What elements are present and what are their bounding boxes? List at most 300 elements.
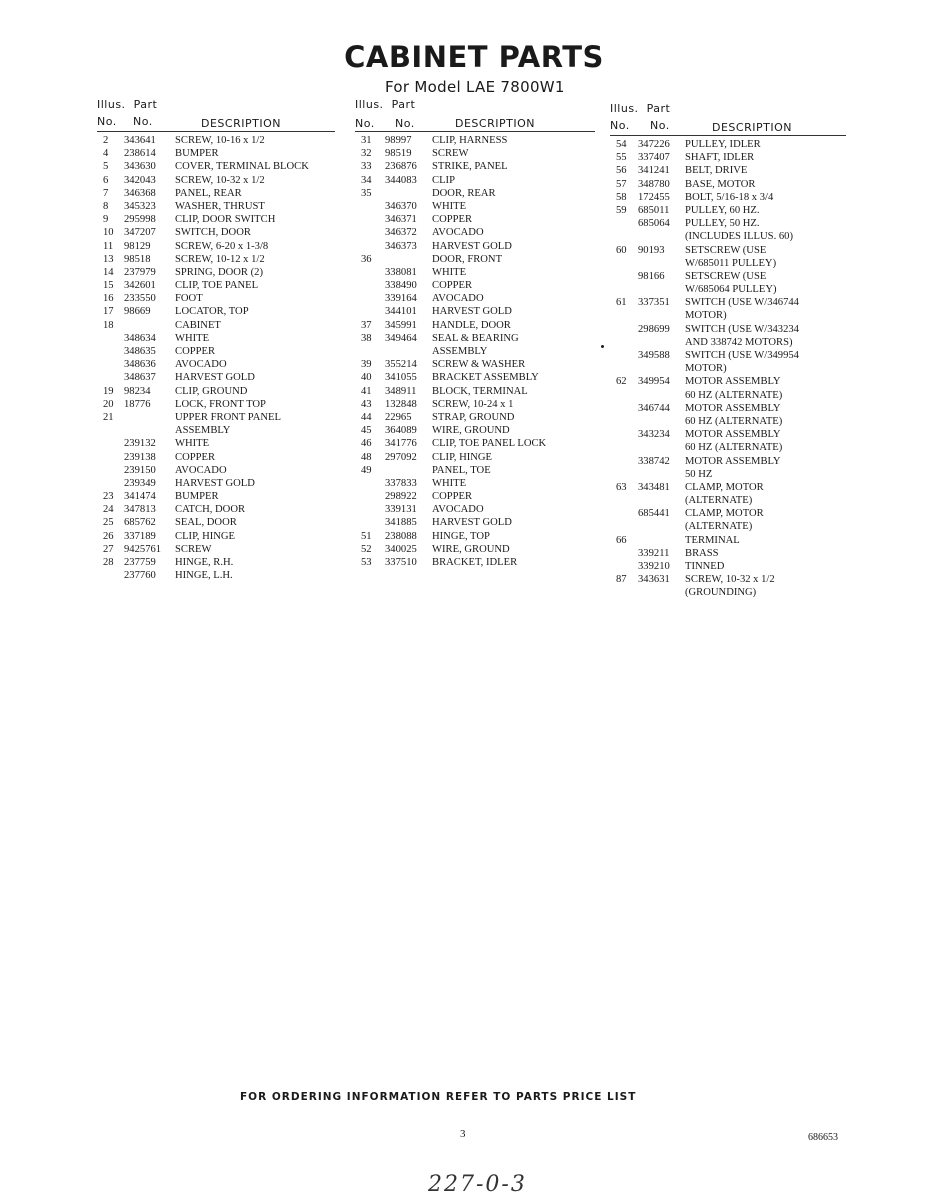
- part-number: 349954: [638, 376, 670, 388]
- part-number: 343481: [638, 481, 670, 493]
- part-description: CLIP, HINGE: [432, 451, 493, 463]
- part-description: FOOT: [175, 293, 203, 305]
- table-row: [355, 516, 595, 529]
- table-row: [610, 534, 846, 547]
- part-description: CLAMP, MOTOR: [685, 508, 764, 520]
- part-number: 348636: [124, 359, 156, 371]
- table-row: [97, 345, 337, 358]
- illus-number: 10: [103, 227, 114, 239]
- part-number: 237760: [124, 570, 156, 582]
- part-number: 98234: [124, 385, 151, 397]
- part-number: 685762: [124, 517, 156, 529]
- illus-number: 5: [103, 161, 109, 173]
- table-row: [355, 358, 595, 371]
- illus-number: 55: [616, 152, 627, 164]
- illus-number: 9: [103, 214, 109, 226]
- part-description: CLIP: [432, 174, 455, 186]
- part-description: PULLEY, IDLER: [685, 139, 761, 150]
- table-row: [610, 455, 846, 468]
- part-description: TINNED: [685, 561, 725, 572]
- table-row: [97, 385, 337, 398]
- part-number: 233550: [124, 293, 156, 305]
- table-row: [97, 200, 337, 213]
- part-description: PANEL, TOE: [432, 464, 491, 476]
- parts-list: [97, 134, 337, 582]
- table-row: [97, 424, 337, 437]
- table-row: [97, 332, 337, 345]
- part-number: 337189: [124, 530, 156, 542]
- illus-number: 8: [103, 200, 109, 212]
- part-description: HARVEST GOLD: [175, 477, 255, 489]
- part-number: 98518: [124, 253, 151, 265]
- part-description: STRAP, GROUND: [432, 411, 515, 423]
- part-number: 348637: [124, 372, 156, 384]
- part-number: 298922: [385, 491, 417, 503]
- table-row: [97, 266, 337, 279]
- part-number: 364089: [385, 425, 417, 437]
- table-row: [355, 490, 595, 503]
- illus-number: 38: [361, 332, 372, 344]
- illus-number: 20: [103, 398, 114, 410]
- table-row: [97, 253, 337, 266]
- table-row: [355, 530, 595, 543]
- part-description: PULLEY, 60 HZ.: [685, 204, 760, 216]
- part-description: 50 HZ: [685, 468, 713, 480]
- header-description: DESCRIPTION: [712, 121, 792, 134]
- table-row: [610, 309, 846, 322]
- part-description: ASSEMBLY: [175, 425, 231, 437]
- part-description: SWITCH, DOOR: [175, 227, 251, 239]
- part-number: 237979: [124, 266, 156, 278]
- part-number: 343630: [124, 161, 156, 173]
- part-description: DOOR, REAR: [432, 187, 496, 199]
- part-number: 343234: [638, 429, 670, 441]
- part-number: 238614: [124, 148, 156, 160]
- table-row: [97, 543, 337, 556]
- part-description: AVOCADO: [175, 464, 227, 476]
- part-number: 346372: [385, 227, 417, 239]
- table-row: [610, 151, 846, 164]
- illus-number: 36: [361, 253, 372, 265]
- illus-number: 59: [616, 204, 627, 216]
- header-rule: [97, 131, 335, 132]
- header-illus-part: Illus. Part: [97, 98, 158, 111]
- table-row: [355, 200, 595, 213]
- table-row: [355, 345, 595, 358]
- part-number: 297092: [385, 451, 417, 463]
- part-number: 340025: [385, 543, 417, 555]
- part-description: SCREW, 6-20 x 1-3/8: [175, 240, 269, 252]
- part-description: AVOCADO: [432, 504, 484, 516]
- part-description: SCREW, 10-32 x 1/2: [175, 174, 265, 186]
- table-row: [355, 147, 595, 160]
- table-row: [97, 147, 337, 160]
- table-row: [610, 191, 846, 204]
- part-description: COVER, TERMINAL BLOCK: [175, 161, 309, 173]
- part-description: WASHER, THRUST: [175, 200, 265, 212]
- table-row: [97, 516, 337, 529]
- table-row: [610, 323, 846, 336]
- part-number: 337510: [385, 557, 417, 568]
- part-number: 346371: [385, 214, 417, 226]
- illus-number: 49: [361, 464, 372, 476]
- part-number: 345991: [385, 319, 417, 331]
- part-number: 685441: [638, 508, 670, 520]
- table-row: [610, 468, 846, 481]
- illus-number: 51: [361, 530, 372, 542]
- table-row: [355, 385, 595, 398]
- illus-number: 7: [103, 187, 109, 199]
- table-row: [610, 230, 846, 243]
- illus-number: 52: [361, 543, 372, 555]
- illus-number: 31: [361, 135, 372, 146]
- part-description: MOTOR ASSEMBLY: [685, 376, 781, 388]
- part-number: 236876: [385, 161, 417, 173]
- margin-mark: [601, 345, 604, 348]
- table-row: [97, 305, 337, 318]
- part-number: 341474: [124, 491, 156, 503]
- part-description: BUMPER: [175, 491, 219, 503]
- table-row: [97, 187, 337, 200]
- table-row: [97, 371, 337, 384]
- part-number: 342601: [124, 280, 156, 292]
- table-row: [355, 477, 595, 490]
- part-number: 172455: [638, 191, 670, 203]
- table-row: [97, 240, 337, 253]
- part-description: MOTOR ASSEMBLY: [685, 429, 781, 441]
- illus-number: 56: [616, 165, 627, 177]
- table-row: [610, 547, 846, 560]
- part-description: CLIP, TOE PANEL LOCK: [432, 438, 547, 450]
- table-row: [355, 464, 595, 477]
- parts-column-3: [610, 102, 846, 600]
- illus-number: 26: [103, 530, 114, 542]
- part-description: SWITCH (USE W/346744: [685, 297, 799, 309]
- illus-number: 17: [103, 306, 114, 318]
- table-row: [610, 257, 846, 270]
- table-row: [355, 187, 595, 200]
- part-description: AVOCADO: [432, 227, 484, 239]
- column-header: [610, 102, 846, 138]
- table-row: [355, 332, 595, 345]
- part-description: (ALTERNATE): [685, 495, 753, 507]
- table-row: [355, 174, 595, 187]
- part-number: 90193: [638, 244, 665, 256]
- table-row: [610, 428, 846, 441]
- illus-number: 23: [103, 491, 114, 503]
- part-number: 239138: [124, 451, 156, 463]
- part-description: STRIKE, PANEL: [432, 161, 508, 173]
- part-number: 98166: [638, 270, 665, 282]
- part-description: COPPER: [432, 280, 473, 292]
- part-number: 345323: [124, 200, 156, 212]
- part-number: 239132: [124, 438, 156, 450]
- illus-number: 48: [361, 451, 372, 463]
- part-description: SCREW, 10-32 x 1/2: [685, 574, 775, 586]
- part-number: 349588: [638, 350, 670, 361]
- part-description: BOLT, 5/16-18 x 3/4: [685, 191, 774, 203]
- illus-number: 18: [103, 319, 114, 331]
- part-description: CABINET: [175, 319, 221, 331]
- part-description: TERMINAL: [685, 534, 740, 546]
- page-title: CABINET PARTS: [344, 40, 604, 74]
- table-row: [97, 398, 337, 411]
- table-row: [355, 160, 595, 173]
- ordering-info-footer: FOR ORDERING INFORMATION REFER TO PARTS PRICE LIST: [240, 1091, 637, 1103]
- table-row: [355, 371, 595, 384]
- part-description: BRACKET ASSEMBLY: [432, 372, 539, 384]
- table-row: [355, 451, 595, 464]
- part-description: ASSEMBLY: [432, 346, 488, 357]
- part-number: 346744: [638, 402, 670, 414]
- part-description: BUMPER: [175, 148, 219, 160]
- illus-number: 66: [616, 534, 627, 546]
- illus-number: 16: [103, 293, 114, 305]
- part-description: SCREW, 10-24 x 1: [432, 398, 514, 410]
- parts-column-1: [97, 98, 337, 582]
- table-row: [610, 586, 846, 599]
- part-number: 347813: [124, 504, 156, 516]
- table-row: [355, 266, 595, 279]
- illus-number: 41: [361, 385, 372, 397]
- illus-number: 54: [616, 139, 627, 150]
- part-description: HARVEST GOLD: [432, 240, 512, 252]
- part-description: 60 HZ (ALTERNATE): [685, 415, 783, 427]
- illus-number: 13: [103, 253, 114, 265]
- table-row: [355, 134, 595, 147]
- header-description: DESCRIPTION: [455, 117, 535, 130]
- part-number: 341885: [385, 517, 417, 529]
- part-number: 346368: [124, 187, 156, 199]
- part-description: SWITCH (USE W/343234: [685, 323, 799, 335]
- illus-number: 40: [361, 372, 372, 384]
- table-row: [355, 543, 595, 556]
- table-row: [610, 296, 846, 309]
- part-number: 239150: [124, 464, 156, 476]
- table-row: [610, 336, 846, 349]
- part-number: 298699: [638, 323, 670, 335]
- part-description: WHITE: [175, 332, 210, 344]
- part-number: 337407: [638, 152, 670, 164]
- document-number: 686653: [808, 1132, 838, 1143]
- part-description: WHITE: [432, 477, 467, 489]
- part-description: 60 HZ (ALTERNATE): [685, 442, 783, 454]
- table-row: [610, 138, 846, 151]
- part-number: 341055: [385, 372, 417, 384]
- part-number: 237759: [124, 557, 156, 568]
- part-description: WHITE: [175, 438, 210, 450]
- part-description: WHITE: [432, 266, 467, 278]
- table-row: [355, 240, 595, 253]
- column-header: [355, 98, 595, 134]
- header-description: DESCRIPTION: [201, 117, 281, 130]
- table-row: [355, 556, 595, 569]
- part-description: WIRE, GROUND: [432, 425, 510, 437]
- part-description: CLIP, DOOR SWITCH: [175, 214, 276, 226]
- part-number: 344083: [385, 174, 417, 186]
- column-header: [97, 98, 337, 134]
- part-number: 341776: [385, 438, 417, 450]
- part-description: SETSCREW (USE: [685, 270, 767, 282]
- table-row: [97, 451, 337, 464]
- handwritten-note: 227-0-3: [428, 1172, 527, 1197]
- table-row: [97, 490, 337, 503]
- illus-number: 60: [616, 244, 627, 256]
- part-description: (ALTERNATE): [685, 521, 753, 533]
- table-row: [610, 204, 846, 217]
- part-description: HARVEST GOLD: [175, 372, 255, 384]
- part-number: 347207: [124, 227, 156, 239]
- table-row: [355, 253, 595, 266]
- part-description: SCREW: [175, 543, 212, 555]
- illus-number: 25: [103, 517, 114, 529]
- part-description: BASE, MOTOR: [685, 178, 756, 190]
- header-rule: [610, 135, 846, 136]
- part-number: 337351: [638, 297, 670, 309]
- header-illus-no: No.: [97, 115, 117, 128]
- table-row: [97, 213, 337, 226]
- part-description: MOTOR): [685, 363, 727, 375]
- part-description: CLIP, GROUND: [175, 385, 248, 397]
- table-row: [355, 292, 595, 305]
- part-number: 337833: [385, 477, 417, 489]
- part-number: 98519: [385, 148, 412, 160]
- illus-number: 27: [103, 543, 114, 555]
- illus-number: 61: [616, 297, 627, 309]
- part-number: 346370: [385, 200, 417, 212]
- part-number: 349464: [385, 332, 417, 344]
- part-number: 355214: [385, 359, 417, 371]
- part-description: W/685011 PULLEY): [685, 257, 777, 269]
- table-row: [610, 441, 846, 454]
- part-description: MOTOR ASSEMBLY: [685, 455, 781, 467]
- part-description: SCREW: [432, 148, 469, 160]
- table-row: [97, 411, 337, 424]
- table-row: [97, 174, 337, 187]
- part-description: SCREW, 10-12 x 1/2: [175, 253, 265, 265]
- table-row: [97, 292, 337, 305]
- table-row: [610, 217, 846, 230]
- part-description: WIRE, GROUND: [432, 543, 510, 555]
- part-number: 348634: [124, 332, 156, 344]
- table-row: [610, 244, 846, 257]
- part-description: SPRING, DOOR (2): [175, 266, 263, 278]
- part-description: AVOCADO: [432, 293, 484, 305]
- part-description: COPPER: [432, 491, 473, 503]
- part-number: 98997: [385, 135, 412, 146]
- part-description: UPPER FRONT PANEL: [175, 411, 281, 423]
- part-description: SEAL & BEARING: [432, 332, 519, 344]
- part-number: 341241: [638, 165, 670, 177]
- table-row: [610, 349, 846, 362]
- part-description: DOOR, FRONT: [432, 253, 503, 265]
- part-description: HINGE, R.H.: [175, 557, 234, 568]
- table-row: [610, 520, 846, 533]
- table-row: [97, 437, 337, 450]
- header-illus-no: No.: [355, 117, 375, 130]
- illus-number: 58: [616, 191, 627, 203]
- table-row: [610, 164, 846, 177]
- illus-number: 57: [616, 178, 627, 190]
- part-number: 339210: [638, 561, 670, 572]
- part-description: CLIP, TOE PANEL: [175, 280, 259, 292]
- part-description: HINGE, L.H.: [175, 570, 233, 582]
- illus-number: 15: [103, 280, 114, 292]
- illus-number: 46: [361, 438, 372, 450]
- illus-number: 14: [103, 266, 114, 278]
- header-illus-part: Illus. Part: [610, 102, 671, 115]
- illus-number: 21: [103, 411, 114, 423]
- part-number: 338742: [638, 455, 670, 467]
- part-description: COPPER: [175, 451, 216, 463]
- part-number: 339211: [638, 547, 670, 559]
- illus-number: 35: [361, 187, 372, 199]
- table-row: [355, 305, 595, 318]
- table-row: [355, 226, 595, 239]
- part-number: 98669: [124, 306, 151, 318]
- part-number: 347226: [638, 139, 670, 150]
- table-row: [97, 530, 337, 543]
- part-description: HINGE, TOP: [432, 530, 490, 542]
- part-description: CATCH, DOOR: [175, 504, 246, 516]
- table-row: [355, 411, 595, 424]
- table-row: [610, 389, 846, 402]
- table-row: [355, 398, 595, 411]
- header-part-no: No.: [395, 117, 415, 130]
- part-number: 132848: [385, 398, 417, 410]
- table-row: [355, 437, 595, 450]
- part-description: AVOCADO: [175, 359, 227, 371]
- part-number: 346373: [385, 240, 417, 252]
- illus-number: 53: [361, 557, 372, 568]
- table-row: [97, 226, 337, 239]
- table-row: [610, 270, 846, 283]
- part-number: 22965: [385, 411, 412, 423]
- table-row: [97, 477, 337, 490]
- illus-number: 62: [616, 376, 627, 388]
- table-row: [97, 319, 337, 332]
- illus-number: 24: [103, 504, 114, 516]
- table-row: [355, 213, 595, 226]
- illus-number: 87: [616, 574, 627, 586]
- illus-number: 2: [103, 135, 109, 146]
- part-description: HANDLE, DOOR: [432, 319, 511, 331]
- part-number: 343641: [124, 135, 156, 146]
- table-row: [97, 160, 337, 173]
- header-rule: [355, 131, 595, 132]
- illus-number: 37: [361, 319, 372, 331]
- illus-number: 28: [103, 557, 114, 568]
- header-part-no: No.: [650, 119, 670, 132]
- part-number: 339131: [385, 504, 417, 516]
- part-number: 685011: [638, 204, 670, 216]
- illus-number: 39: [361, 359, 372, 371]
- part-number: 339164: [385, 293, 417, 305]
- table-row: [97, 569, 337, 582]
- part-number: 348780: [638, 178, 670, 190]
- part-description: 60 HZ (ALTERNATE): [685, 389, 783, 401]
- header-illus-no: No.: [610, 119, 630, 132]
- part-number: 338081: [385, 266, 417, 278]
- part-description: (GROUNDING): [685, 587, 757, 599]
- table-row: [610, 375, 846, 388]
- illus-number: 45: [361, 425, 372, 437]
- part-description: BELT, DRIVE: [685, 165, 748, 177]
- table-row: [610, 507, 846, 520]
- part-number: 348911: [385, 385, 417, 397]
- part-description: SEAL, DOOR: [175, 517, 237, 529]
- part-number: 9425761: [124, 543, 162, 555]
